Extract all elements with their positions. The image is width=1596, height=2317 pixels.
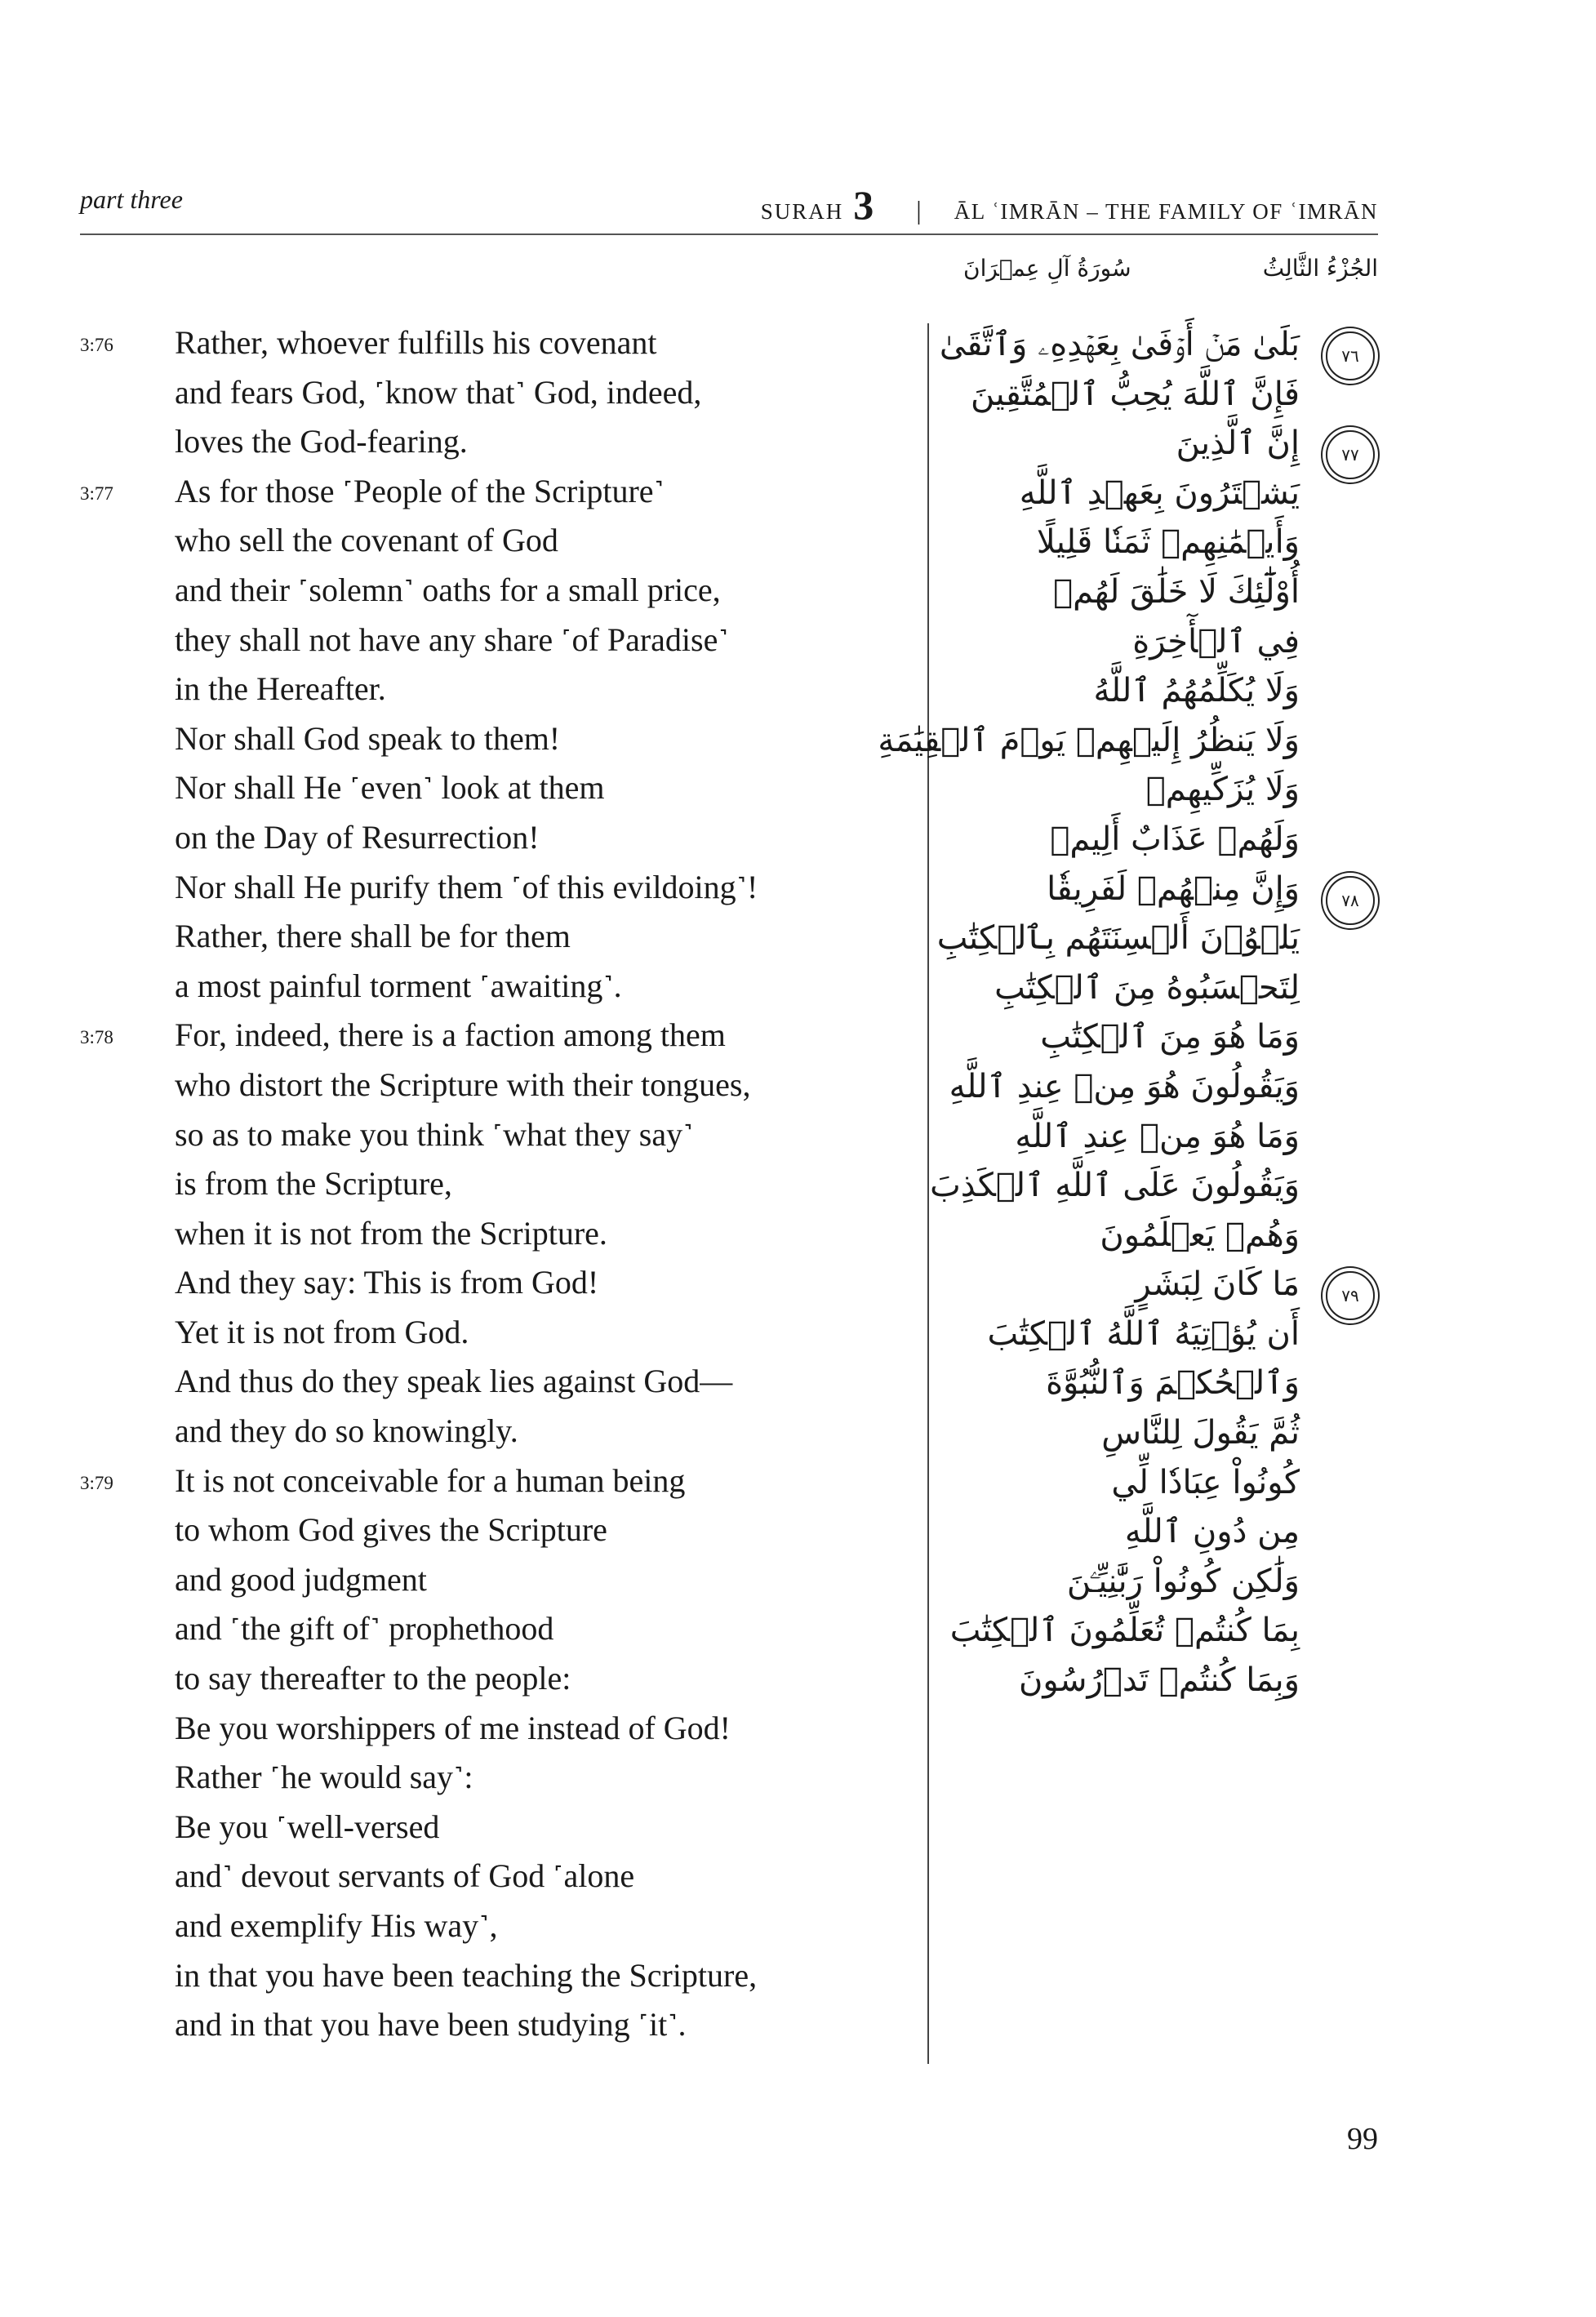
english-translation-column	[80, 318, 896, 2050]
translation-line: in the Hereafter.	[175, 670, 386, 708]
arabic-line: إِنَّ ٱلَّذِينَ	[1176, 425, 1300, 463]
arabic-line: مَا كَانَ لِبَشَرٍ	[1135, 1265, 1300, 1304]
translation-line: It is not conceivable for a human being	[175, 1461, 686, 1499]
arabic-line: فَإِنَّ ٱللَّهَ يُحِبُّ ٱلۡمُتَّقِينَ	[971, 375, 1300, 413]
translation-line: Nor shall He purify them ˹of this evildoing˺!	[175, 868, 758, 905]
arabic-line: وَهُمۡ يَعۡلَمُونَ	[1100, 1216, 1300, 1254]
translation-line: Yet it is not from God.	[175, 1313, 469, 1350]
arabic-line: أُوْلَٰٓئِكَ لَا خَلَٰقَ لَهُمۡ	[1053, 572, 1300, 611]
arabic-line: ثُمَّ يَقُولَ لِلنَّاسِ	[1101, 1414, 1300, 1452]
arabic-line: يَلۡوُۥنَ أَلۡسِنَتَهُم بِٱلۡكِتَٰبِ	[936, 919, 1300, 958]
arabic-juz-name: الجُزْءُ الثَّالِثُ	[1262, 255, 1378, 282]
arabic-line: وَلَا يُزَكِّيهِمۡ	[1145, 771, 1300, 809]
translation-line: who sell the covenant of God	[175, 522, 558, 559]
translation-line: and ˹the gift of˺ prophethood	[175, 1610, 554, 1648]
verse-number-medallion: ٧٨	[1326, 876, 1375, 925]
arabic-verse-79	[939, 1260, 1378, 1705]
translation-line: and fears God, ˹know that˺ God, indeed,	[175, 373, 702, 411]
arabic-line: بَلَىٰ مَنۡ أَوۡفَىٰ بِعَهۡدِهِۦ وَٱتَّقَىٰ	[939, 326, 1300, 363]
arabic-subheader	[963, 255, 1378, 304]
verse-reference: 3:76	[80, 335, 113, 355]
translation-line: they shall not have any share ˹of Paradise˺	[175, 620, 729, 658]
verse-3-76	[80, 318, 896, 467]
arabic-line: بِمَا كُنتُمۡ تُعَلِّمُونَ ٱلۡكِتَٰبَ	[949, 1612, 1300, 1650]
arabic-line: لِتَحۡسَبُوهُ مِنَ ٱلۡكِتَٰبِ	[994, 968, 1300, 1007]
translation-line: And they say: This is from God!	[175, 1264, 599, 1301]
translation-line: and good judgment	[175, 1560, 427, 1598]
arabic-line: وَيَقُولُونَ عَلَى ٱللَّهِ ٱلۡكَذِبَ	[930, 1167, 1300, 1205]
translation-line: on the Day of Resurrection!	[175, 818, 540, 856]
translation-line: and exemplify His way˺,	[175, 1907, 498, 1944]
translation-line: and in that you have been studying ˹it˺.	[175, 2006, 687, 2043]
verse-number-medallion: ٧٩	[1326, 1271, 1375, 1320]
translation-line: and they do so knowingly.	[175, 1412, 518, 1450]
translation-line: And thus do they speak lies against God—	[175, 1363, 733, 1400]
arabic-line: وَلَا يَنظُرُ إِلَيۡهِمۡ يَوۡمَ ٱلۡقِيَٰمَةِ	[878, 721, 1300, 759]
arabic-line: وَبِمَا كُنتُمۡ تَدۡرُسُونَ	[1018, 1661, 1300, 1700]
verse-3-77	[80, 467, 896, 1012]
translation-line: As for those ˹People of the Scripture˺	[175, 472, 665, 509]
translation-line: Rather ˹he would say˺:	[175, 1759, 473, 1796]
arabic-line: وَلَهُمۡ عَذَابٌ أَلِيمٞ	[1050, 820, 1300, 858]
header-rule	[80, 233, 1378, 235]
translation-line: to say thereafter to the people:	[175, 1660, 571, 1697]
arabic-line: وَأَيۡمَٰنِهِمۡ ثَمَنٗا قَلِيلًا	[1036, 523, 1300, 562]
verse-reference: 3:78	[80, 1027, 113, 1048]
verse-lines	[175, 1456, 896, 2050]
verse-lines	[175, 1011, 896, 1456]
translation-line: Nor shall He ˹even˺ look at them	[175, 769, 605, 807]
verse-lines	[175, 318, 896, 467]
translation-line: and their ˹solemn˺ oaths for a small price,	[175, 571, 721, 608]
arabic-line: أَن يُؤۡتِيَهُ ٱللَّهُ ٱلۡكِتَٰبَ	[987, 1314, 1300, 1353]
arabic-verse-78	[930, 865, 1378, 1261]
arabic-line: وَمَا هُوَ مِنَ ٱلۡكِتَٰبِ	[1040, 1018, 1300, 1056]
translation-line: For, indeed, there is a faction among them	[175, 1016, 726, 1054]
translation-line: and˺ devout servants of God ˹alone	[175, 1857, 635, 1895]
translation-line: Be you worshippers of me instead of God!	[175, 1709, 731, 1746]
arabic-line: وَيَقُولُونَ هُوَ مِنۡ عِندِ ٱللَّهِ	[949, 1067, 1300, 1105]
header-divider: |	[916, 195, 922, 225]
arabic-line: وَٱلۡحُكۡمَ وَٱلنُّبُوَّةَ	[1046, 1364, 1300, 1403]
translation-line: to whom God gives the Scripture	[175, 1511, 607, 1549]
verse-lines	[175, 467, 896, 1012]
translation-line: Nor shall God speak to them!	[175, 719, 561, 757]
verse-3-78	[80, 1011, 896, 1456]
verse-number-medallion: ٧٧	[1326, 430, 1375, 479]
part-label: part three	[80, 185, 183, 214]
translation-line: when it is not from the Scripture.	[175, 1214, 607, 1252]
surah-label: SURAH	[760, 199, 844, 224]
translation-line: Be you ˹well-versed	[175, 1808, 440, 1845]
running-header	[80, 181, 1378, 230]
verse-reference: 3:77	[80, 483, 113, 504]
arabic-line: مِن دُونِ ٱللَّهِ	[1124, 1513, 1300, 1551]
arabic-line: وَإِنَّ مِنۡهُمۡ لَفَرِيقٗا	[1047, 869, 1300, 908]
column-divider	[927, 323, 929, 2064]
translation-line: is from the Scripture,	[175, 1165, 452, 1203]
arabic-surah-name: سُورَةُ آلِ عِمۡرَانَ	[963, 255, 1131, 282]
surah-title: ĀL ʿIMRĀN – THE FAMILY OF ʿIMRĀN	[954, 199, 1378, 224]
arabic-line: وَمَا هُوَ مِنۡ عِندِ ٱللَّهِ	[1015, 1117, 1300, 1155]
page-number: 99	[1347, 2122, 1378, 2156]
arabic-line: يَشۡتَرُونَ بِعَهۡدِ ٱللَّهِ	[1019, 474, 1300, 512]
verse-reference: 3:79	[80, 1472, 113, 1493]
arabic-line: فِي ٱلۡأٓخِرَةِ	[1132, 622, 1300, 660]
translation-line: loves the God-fearing.	[175, 423, 468, 460]
arabic-line: وَلَا يُكَلِّمُهُمُ ٱللَّهُ	[1093, 672, 1300, 710]
verse-3-79	[80, 1456, 896, 2050]
arabic-verse-77	[878, 419, 1378, 864]
surah-number: 3	[853, 182, 874, 228]
translation-line: who distort the Scripture with their tongues,	[175, 1065, 751, 1103]
translation-line: in that you have been teaching the Scripture,	[175, 1956, 758, 1994]
translation-line: so as to make you think ˹what they say˺	[175, 1115, 694, 1153]
verse-number-medallion: ٧٦	[1326, 331, 1375, 380]
translation-line: Rather, whoever fulfills his covenant	[175, 324, 657, 361]
translation-line: a most painful torment ˹awaiting˺.	[175, 967, 622, 1004]
arabic-line: كُونُواْ عِبَادٗا لِّي	[1111, 1463, 1300, 1501]
arabic-line: وَلَٰكِن كُونُواْ رَبَّٰنِيِّـۧنَ	[1066, 1562, 1300, 1600]
arabic-text-column	[878, 320, 1378, 1706]
surah-heading	[761, 181, 1378, 229]
translation-line: Rather, there shall be for them	[175, 918, 571, 955]
arabic-verse-76	[939, 320, 1378, 419]
